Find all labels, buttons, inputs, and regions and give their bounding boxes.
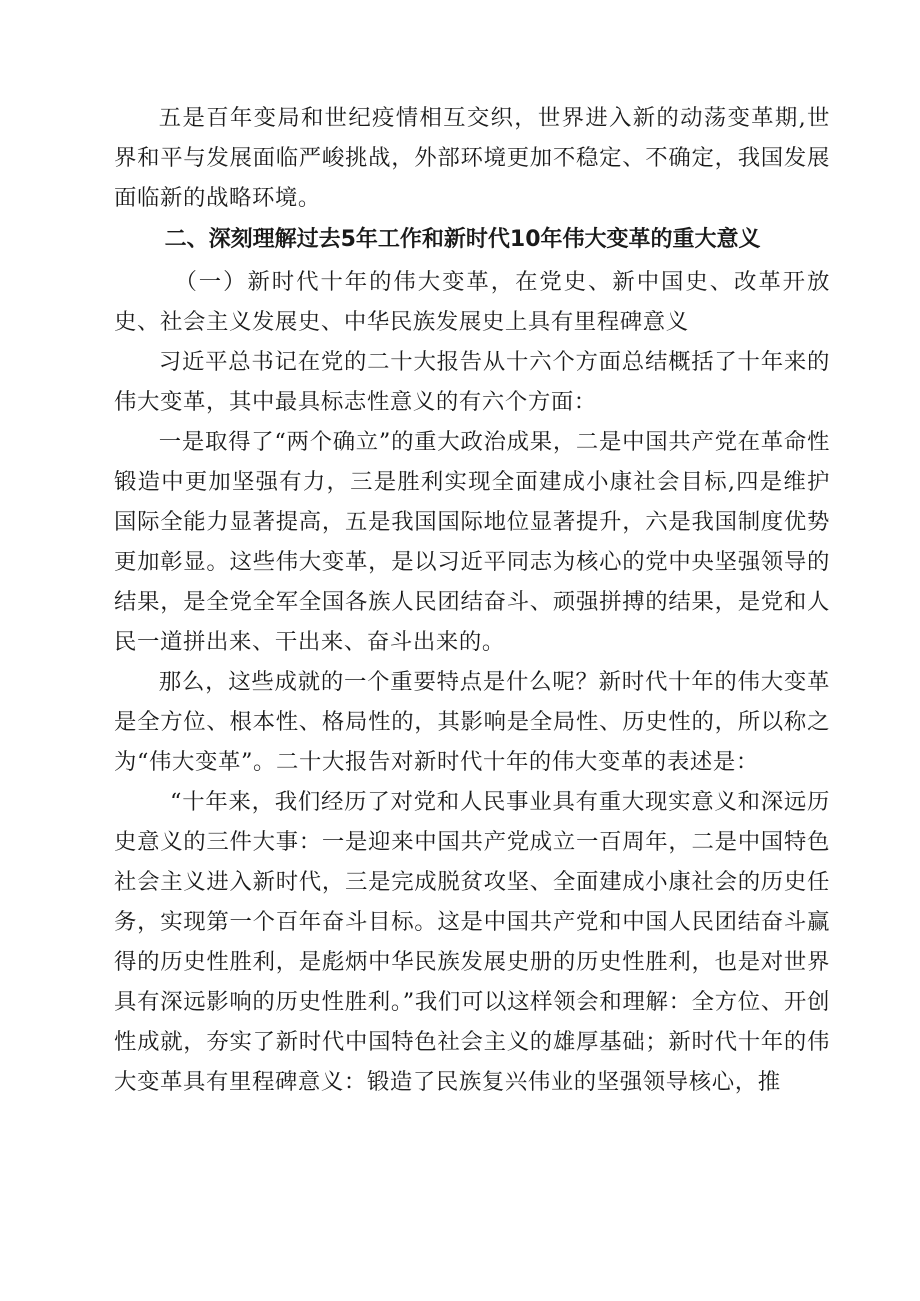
paragraph-global-environment: 五是百年变局和世纪疫情相互交织，世界进入新的动荡变革期,世界和平与发展面临严峻挑战，外部环境更加不稳定、不确定，我国发展面临新的战略环境。 bbox=[114, 105, 830, 211]
paragraph-report-summary: 习近平总书记在党的二十大报告从十六个方面总结概括了十年来的伟大变革，其中最具标志性意义的有六个方面： bbox=[114, 349, 830, 415]
section-heading-2: 二、深刻理解过去5年工作和新时代10年伟大变革的重大意义 bbox=[164, 227, 761, 252]
paragraph-key-feature: 那么，这些成就的一个重要特点是什么呢？新时代十年的伟大变革是全方位、根本性、格局性的，其影响是全局性、历史性的，所以称之为“伟大变革”。二十大报告对新时代十年的伟大变革的表述是： bbox=[114, 669, 830, 775]
paragraph-six-aspects: 一是取得了“两个确立”的重大政治成果，二是中国共产党在革命性锻造中更加坚强有力，三是胜利实现全面建成小康社会目标,四是维护国际全能力显著提高，五是我国国际地位显著提升，六是我国制度优势更加彰显。这些伟大变革，是以习近平同志为核心的党中央坚强领导的结果，是全党全军全国各族人民团结奋斗、顽强拼搏的结果，是党和人民一道拼出来、干出来、奋斗出来的。 bbox=[114, 429, 830, 655]
subsection-heading-1: （一）新时代十年的伟大变革，在党史、新中国史、改革开放史、社会主义发展史、中华民族发展史上具有里程碑意义 bbox=[114, 269, 830, 335]
paragraph-report-quote: “十年来，我们经历了对党和人民事业具有重大现实意义和深远历史意义的三件大事：一是迎来中国共产党成立一百周年，二是中国特色社会主义进入新时代，三是完成脱贫攻坚、全面建成小康社会的历史任务，实现第一个百年奋斗目标。这是中国共产党和中国人民团结奋斗赢得的历史性胜利，是彪炳中华民族发展史册的历史性胜利，也是对世界具有深远影响的历史性胜利。”我们可以这样领会和理解：全方位、开创性成就，夯实了新时代中国特色社会主义的雄厚基础；新时代十年的伟大变革具有里程碑意义：锻造了民族复兴伟业的坚强领导核心，推 bbox=[114, 789, 830, 1095]
document-body bbox=[114, 98, 830, 1102]
